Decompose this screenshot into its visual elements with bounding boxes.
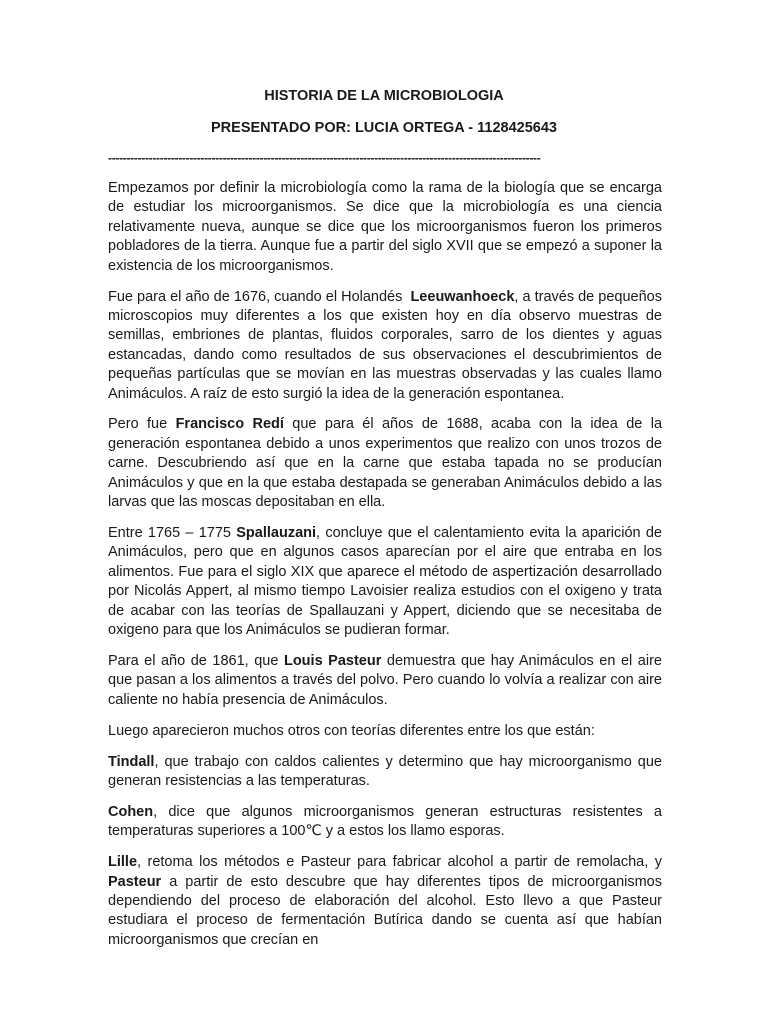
document-body — [108, 179, 662, 962]
paragraph-text: a partir de esto descubre que hay diferentes tipos de microorganismos dependiendo del proceso de elaboración del alcohol. Esto llevo a que Pasteur estudiara el proceso de fermentación Butírica dando se cuenta así que habían microorganismos que crecían en — [108, 873, 662, 948]
name-lille: Lille — [108, 854, 138, 871]
name-francisco-redi: Francisco Redí — [175, 416, 284, 433]
paragraph-text: , retoma los métodos e Pasteur para fabricar alcohol a partir de remolacha, y — [137, 854, 662, 871]
paragraph-tindall — [108, 753, 662, 792]
paragraph-others: Luego aparecieron muchos otros con teorías diferentes entre los que están: — [108, 722, 595, 739]
name-louis-pasteur: Louis Pasteur — [283, 652, 382, 669]
paragraph-text: Entre 1765 – 1775 — [108, 525, 237, 541]
paragraph-text: Para el año de 1861, que — [108, 652, 284, 669]
name-leeuwanhoeck: Leeuwanhoeck — [410, 288, 515, 305]
paragraph-leeuwenhoek — [108, 288, 662, 404]
name-tindall: Tindall — [108, 753, 155, 770]
paragraph-redi — [108, 415, 662, 512]
paragraph-intro: Empezamos por definir la microbiología como la rama de la biología que se encarga de estudiar los microorganismos. Se dice que la microbiología es una ciencia relativamente nueva, aunque se dice que los microorganismos fueron los primeros pobladores de la tierra. Aunque fue a partir del siglo XVII que se empezó a suponer la existencia de los microorganismos. — [108, 180, 662, 274]
paragraph-text: Fue para el año de 1676, cuando el Holandés — [108, 288, 411, 305]
document-title: HISTORIA DE LA MICROBIOLOGIA — [264, 88, 504, 104]
paragraph-cohen — [108, 803, 662, 842]
paragraph-text: Pero fue — [108, 416, 176, 433]
paragraph-pasteur — [108, 652, 662, 710]
name-cohen: Cohen — [108, 803, 154, 820]
name-spallauzani: Spallauzani — [236, 525, 317, 541]
author-line: PRESENTADO POR: LUCIA ORTEGA - 1128425643 — [211, 120, 557, 136]
name-pasteur: Pasteur — [108, 873, 162, 890]
paragraph-text: demuestra que hay Animáculos en el aire que pasan a los alimentos a través del polvo. Pero cuando lo volvía a realizar con aire caliente no había presencia de Animáculos. — [108, 652, 662, 708]
paragraph-lille — [108, 853, 662, 950]
separator-line: --------------------------------------------------------------------------------------------------------------------- — [108, 151, 541, 165]
paragraph-spallanzani — [108, 524, 662, 640]
paragraph-text: , concluye que el calentamiento evita la aparición de Animáculos, pero que en algunos casos aparecían por el aire que entraba en los alimentos. Fue para el siglo XIX que aparece el método de aspertización desarrollado por Nicolás Appert, al mismo tiempo Lavoisier realiza estudios con el oxigeno y trata de acabar con las teorías de Spallauzani y Appert, diciendo que se necesitaba de oxigeno para que los Animáculos se pudieran formar. — [108, 525, 662, 639]
paragraph-text: que para él años de 1688, acaba con la idea de la generación espontanea debido a unos experimentos que realizo con unos trozos de carne. Descubriendo así que en la carne que estaba tapada no se producían Animáculos y que en la que estaba destapada se generaban Animáculos debido a las larvas que las moscas depositaban en ella. — [108, 416, 663, 511]
paragraph-text: , dice que algunos microorganismos generan estructuras resistentes a temperaturas superiores a 100℃ y a estos los llamo esporas. — [108, 803, 662, 840]
paragraph-text: , que trabajo con caldos calientes y determino que hay microorganismo que generan resistencias a las temperaturas. — [108, 753, 662, 789]
paragraph-text: , a través de pequeños microscopios muy diferentes a los que existen hoy en día observo muestras de semillas, embriones de plantas, fluidos corporales, sarro de los dientes y aguas estancadas, dando como resultados de sus observaciones el descubrimientos de pequeñas partículas que se movían en las muestras observadas y las cuales llamo Animáculos. A raíz de esto surgió la idea de la generación espontanea. — [108, 288, 662, 402]
